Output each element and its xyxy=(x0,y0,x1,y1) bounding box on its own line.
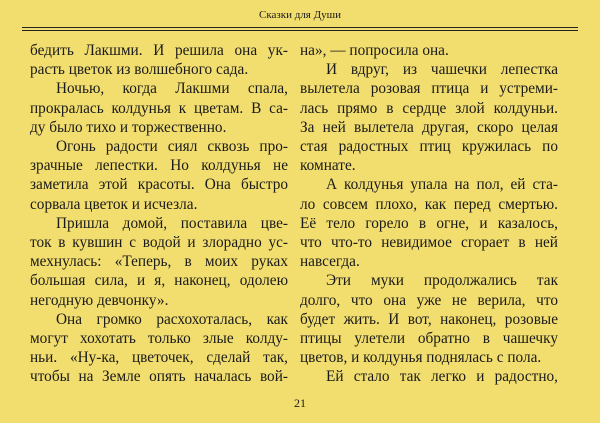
text-line: прокралась колдунья к цветам. В са- xyxy=(30,99,288,117)
text-line: За ней вылетела другая, скоро целая xyxy=(300,118,558,136)
text-line: расть цветок из волшебного сада. xyxy=(30,61,249,79)
text-line: долго, что она уже не верила, что xyxy=(300,291,558,309)
text-line: Пришла домой, поставила цве- xyxy=(56,214,288,232)
text-line: цветов, и колдунья поднялась с пола. xyxy=(300,349,542,367)
text-line: вылетела розовая птица и устреми- xyxy=(300,80,558,98)
text-line: чтобы на Земле опять началась вой- xyxy=(30,368,288,386)
header-rule-top xyxy=(22,27,578,28)
text-line: могут хохотать только злые колду- xyxy=(30,330,288,348)
text-line: Она громко расхохоталась, как xyxy=(56,310,288,328)
text-line: стая радостных птиц кружилась по xyxy=(300,138,558,156)
text-line: птицы улетели обратно в чашечку xyxy=(300,330,558,348)
text-line: комнате. xyxy=(300,157,356,175)
text-line: А колдунья упала на пол, ей ста- xyxy=(326,176,558,194)
text-line: будет жить. И вот, наконец, розовые xyxy=(300,310,558,328)
running-header: Сказки для Души xyxy=(259,9,341,21)
text-line: Эти муки продолжались так xyxy=(326,272,558,290)
text-line: негодную девчонку». xyxy=(30,291,169,309)
text-line: лась прямо в сердце злой колдуньи. xyxy=(300,99,558,117)
text-line: И вдруг, из чашечки лепестка xyxy=(326,61,558,79)
text-line: ньи. «Ну-ка, цветочек, сделай так, xyxy=(30,349,288,367)
text-line: на», — попросила она. xyxy=(300,42,449,59)
text-line: что что-то невидимое сгорает в ней xyxy=(300,234,558,252)
text-line: Ей стало так легко и радостно, xyxy=(326,368,558,386)
text-line: ло совсем плохо, как перед смертью. xyxy=(300,195,558,213)
text-line: ду было тихо и торжественно. xyxy=(30,118,227,136)
text-line: бедить Лакшми. И решила она ук- xyxy=(30,42,288,59)
text-line: ток в кувшин с водой и злорадно ус- xyxy=(30,234,288,252)
text-line: большая сила, и я, наконец, одолею xyxy=(30,272,288,290)
text-line: заметила этой красоты. Она быстро xyxy=(30,176,288,194)
text-line: Ночью, когда Лакшми спала, xyxy=(56,80,288,98)
text-line: навсегда. xyxy=(300,253,360,271)
page-number: 21 xyxy=(294,396,306,410)
text-line: зрачные лепестки. Но колдунья не xyxy=(30,157,288,175)
left-column xyxy=(30,41,288,387)
header-rule-bottom xyxy=(22,30,578,31)
text-line: Её тело горело в огне, и казалось, xyxy=(300,214,558,232)
text-line: сорвала цветок и исчезла. xyxy=(30,195,198,213)
right-column xyxy=(300,41,558,387)
text-line: мехнулась: «Теперь, в моих руках xyxy=(30,253,288,271)
text-line: Огонь радости сиял сквозь про- xyxy=(56,138,288,156)
